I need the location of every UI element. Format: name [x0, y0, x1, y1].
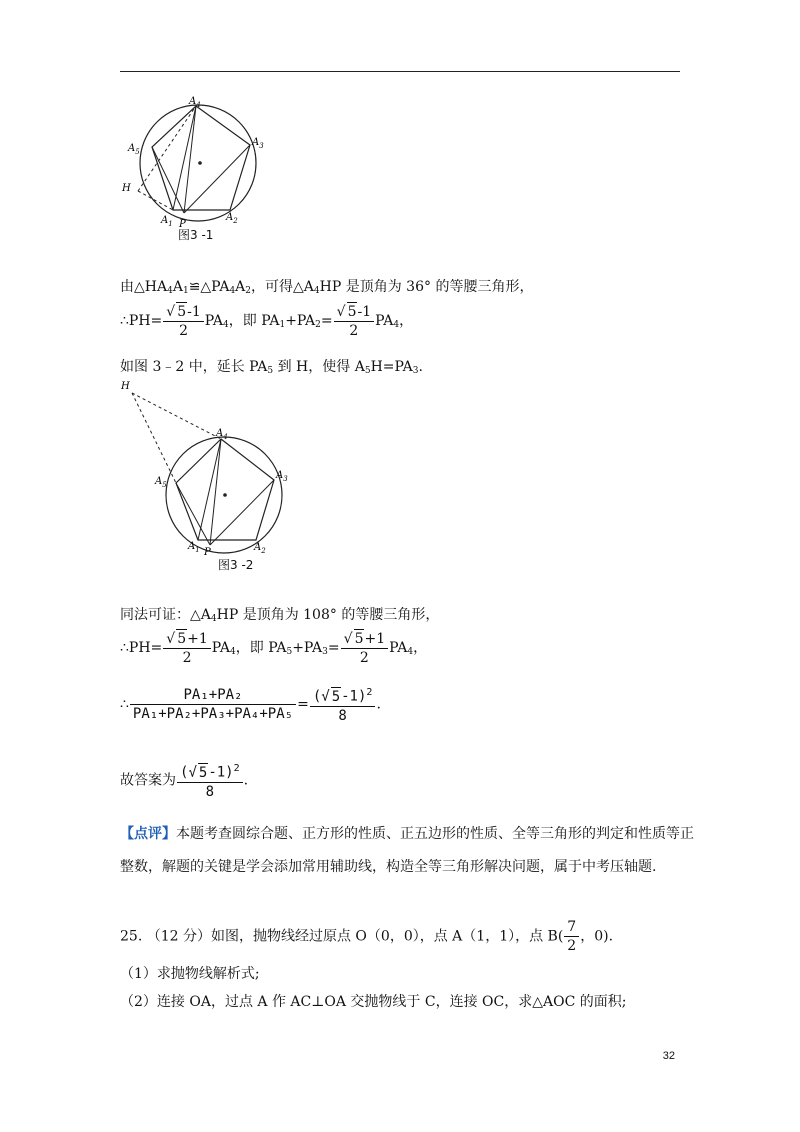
text-congruence: 由$\triangle HA_4A_1≌\triangle PA_4A_2$，可得$\triangle A_4HP$ 是顶角为 36° 的等腰三角形，	[120, 279, 534, 296]
text-similarly: 同法可证：$\triangle A_4HP$ 是顶角为 108° 的等腰三角形，	[120, 607, 440, 624]
label-a4: $A_4$	[216, 428, 228, 441]
formula-ratio: ∴ $\frac{\text{PA₁+PA₂}}{\text{PA₁+PA₂+PA₃+PA₄+PA₅}}$ = $\frac{(√ 5-1)^2}{8}$ .	[120, 684, 381, 725]
answer-fraction: $\frac{(√ 5-1)^2}{8}$	[177, 760, 243, 801]
label-h: H	[122, 183, 131, 194]
figure-3-1	[118, 95, 278, 245]
figure-3-1-caption: 图3 -1	[178, 228, 214, 242]
label-p: P	[204, 547, 211, 558]
comment-line-2: 整数，解题的关键是学会添加常用辅助线，构造全等三角形解决问题，属于中考压轴题.	[120, 859, 657, 875]
fraction: $\frac{√ 5-1}{2}$	[163, 302, 203, 340]
label-a2: $A_2$	[226, 212, 238, 225]
segment-a1a4	[198, 439, 221, 540]
formula-ph-108: ∴PH= $\frac{√ 5+1}{2}$ $PA_4$，即 $PA_5+PA_3=$ $\frac{√ 5+1}{2}$ $PA_4$，	[120, 631, 428, 666]
label-a5: $A_5$	[128, 143, 140, 156]
comment-line-1: 【点评】本题考查圆综合题、正方形的性质、正五边形的性质、全等三角形的判定和性质等正	[120, 826, 694, 842]
fraction: $\frac{√ 5+1}{2}$	[163, 629, 210, 667]
final-answer: 故答案为 $\frac{(√ 5-1)^2}{8}$ .	[120, 760, 248, 801]
figure-3-2-caption: 图3 -2	[218, 558, 254, 572]
text-extend-pa5: 如图 3﹣2 中，延长 $PA_5$ 到 H，使得 $A_5H=PA_3$.	[120, 359, 423, 376]
ratio-fraction: $\frac{\text{PA₁+PA₂}}{\text{PA₁+PA₂+PA₃+PA₄+PA₅}}$	[130, 686, 296, 723]
label-h: H	[121, 381, 130, 392]
pentagon	[176, 439, 274, 540]
dashed-h-a5	[132, 393, 176, 483]
pentagon	[152, 106, 250, 210]
dashed-h-a4	[132, 393, 221, 439]
fraction: $\frac{√ 5-1}{2}$	[334, 302, 374, 340]
segment-pa5	[176, 483, 210, 545]
center-dot	[198, 161, 202, 165]
label-a3: $A_3$	[252, 137, 264, 150]
segment-pa4	[210, 439, 221, 545]
comment-tag: 【点评】	[120, 826, 176, 842]
label-a4: $A_4$	[189, 96, 201, 109]
page-number: 32	[662, 1050, 675, 1062]
label-a1: $A_1$	[188, 541, 200, 554]
result-fraction: $\frac{(√ 5-1)^2}{8}$	[310, 684, 376, 725]
question-25-part-2: （2）连接 OA，过点 A 作 AC⊥OA 交抛物线于 C，连接 OC，求△AOC 的面积;	[120, 994, 627, 1010]
question-25: 25. （12 分）如图，抛物线经过原点 O（0，0），点 A（1，1），点 B( $\frac{7}{2}$ ，0).	[120, 919, 614, 954]
label-a3: $A_3$	[276, 470, 288, 483]
fraction: $\frac{√ 5+1}{2}$	[341, 629, 388, 667]
header-rule	[120, 71, 680, 72]
figure-3-2	[118, 375, 288, 570]
label-p: P	[179, 219, 186, 230]
label-a5: $A_5$	[155, 476, 167, 489]
fraction-7-2: $\frac{7}{2}$	[564, 918, 579, 955]
label-a2: $A_2$	[254, 542, 266, 555]
center-dot	[223, 493, 227, 497]
segment-pa4	[184, 106, 196, 213]
label-a1: $A_1$	[161, 215, 173, 228]
question-25-part-1: （1）求抛物线解析式;	[120, 966, 260, 982]
segment-a1a4	[173, 106, 196, 210]
formula-ph-36: ∴PH= $\frac{√ 5-1}{2}$ $PA_4$，即 $PA_1+PA_2=$ $\frac{√ 5-1}{2}$ $PA_4$，	[120, 304, 414, 339]
